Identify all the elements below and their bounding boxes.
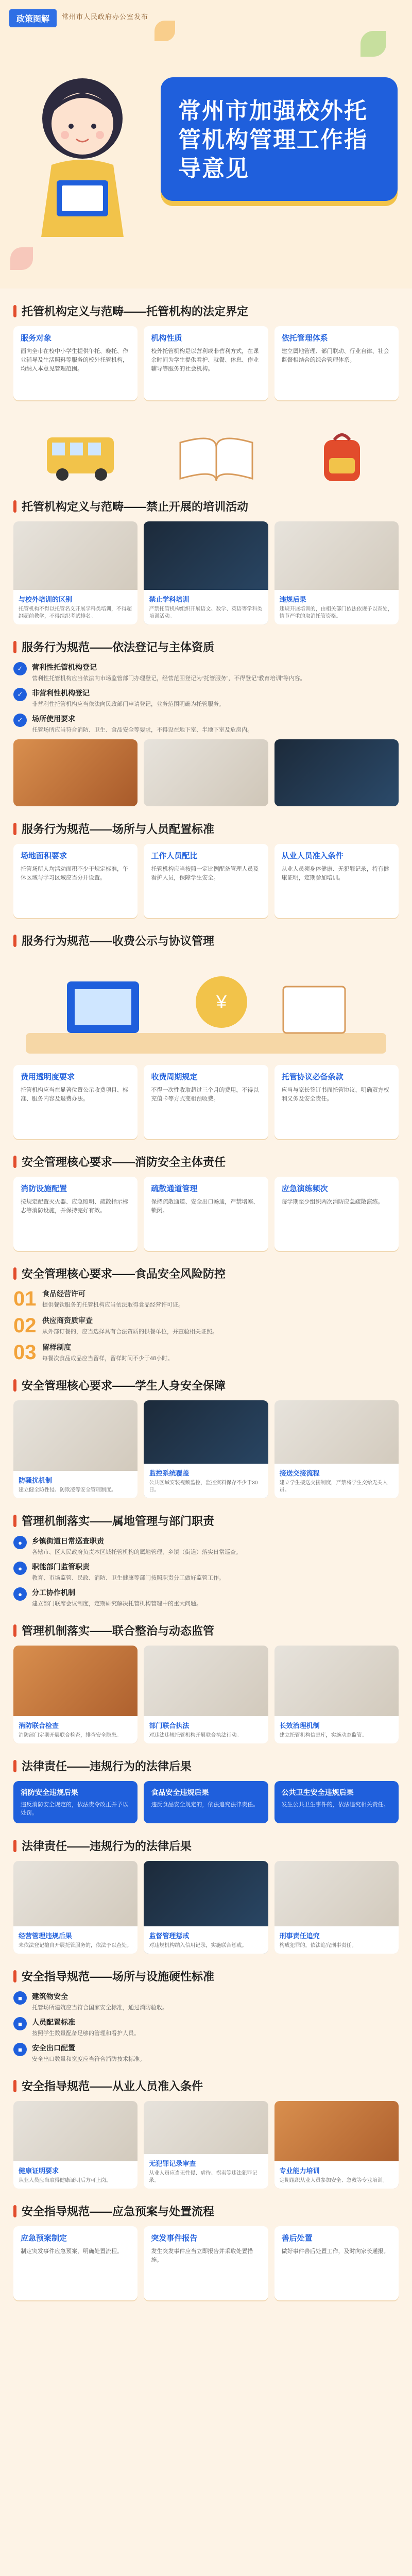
photo-card: [144, 521, 268, 624]
title-bar: [13, 500, 16, 513]
card-text: 做好事件善后处置工作，及时向家长通报。: [281, 2248, 389, 2255]
card-row: [13, 1065, 399, 1139]
section-title: [13, 1838, 399, 1854]
section-facility-standards: [13, 1968, 399, 2063]
item-number: 02: [13, 1314, 37, 1337]
photo-title: 无犯罪记录审查: [149, 2160, 196, 2167]
photo-card: [274, 1861, 399, 1954]
info-card: [274, 844, 399, 918]
photo-text: 严禁托管机构组织开展语文、数学、英语等学科类培训活动。: [149, 606, 263, 619]
photo-text: 对违规机构纳入信用记录，实施联合惩戒。: [149, 1943, 247, 1948]
section-heading: 管理机制落实——属地管理与部门职责: [22, 1515, 215, 1528]
card-grid: [13, 1781, 399, 1823]
title-bar: [13, 305, 16, 317]
item-title: 乡镇街道日常巡查职责: [32, 1537, 104, 1545]
item-text: 托管场所应当符合消防、卫生、食品安全等要求，不得设在地下室、半地下室及危房内。: [32, 727, 253, 733]
card-text: 发生突发事件应当立即报告并采取处置措施。: [151, 2248, 253, 2263]
box-text: 发生公共卫生事件的，依法追究相关责任。: [281, 1802, 389, 1808]
open-book-icon: [175, 427, 258, 484]
school-bus-icon: [42, 427, 119, 484]
card-row: [13, 326, 399, 400]
photo-text: 建立健全防性侵、防欺凌等安全管理制度。: [19, 1487, 116, 1493]
card-title: 费用透明度要求: [21, 1073, 75, 1081]
photo-card: [274, 1646, 399, 1743]
photo-text: 消防部门定期开展联合检查，排查安全隐患。: [19, 1733, 122, 1738]
item-title: 职能部门监管职责: [32, 1563, 90, 1571]
info-card: [144, 1065, 268, 1139]
section-title: [13, 1265, 399, 1281]
info-card: [13, 2226, 138, 2300]
list-item: [13, 2017, 399, 2038]
item-title: 场所使用要求: [32, 715, 75, 723]
photo-card: [13, 521, 138, 624]
card-title: 应急预案制定: [21, 2234, 67, 2243]
card-text: 面向全市在校中小学生提供午托、晚托、作业辅导及生活照料等服务的校外托管机构，均纳入本意见管理范围。: [21, 348, 128, 372]
box-title: 消防安全违规后果: [21, 1788, 78, 1797]
photo-card: [144, 2101, 268, 2189]
item-title: 供应商资质审查: [42, 1316, 93, 1325]
title-bar: [13, 1760, 16, 1772]
list-item: [13, 2043, 399, 2063]
list-item: [13, 1562, 399, 1582]
hero-banner: [0, 0, 412, 289]
building-image: [13, 739, 138, 806]
item-title: 留样制度: [42, 1343, 71, 1351]
photo-card: [144, 1646, 268, 1743]
card-title: 从业人员准入条件: [281, 852, 344, 860]
section-heading: 安全管理核心要求——消防安全主体责任: [22, 1156, 226, 1168]
policy-ribbon: 政策图解: [9, 9, 57, 27]
photo-title: 接送交接流程: [279, 1469, 320, 1477]
section-staff-qualification: [13, 2078, 399, 2189]
numbered-item: [13, 1289, 399, 1309]
card-text: 托管机构应当在显著位置公示收费项目、标准、服务内容及退费办法。: [21, 1087, 128, 1102]
liability-box: [274, 1781, 399, 1823]
item-text: 非营利性托管机构应当依法向民政部门申请登记，业务范围明确为托管服务。: [32, 701, 225, 707]
photo-text: 建立托管机构信息库，实施动态监管。: [279, 1733, 367, 1738]
section-fire-safety: [13, 1154, 399, 1251]
photo-text: 对违法违规托管机构开展联合执法行动。: [149, 1733, 242, 1738]
building-image: [144, 739, 268, 806]
liability-box: [144, 1781, 268, 1823]
photo-title: 禁止学科培训: [149, 596, 190, 603]
photo-card: [274, 521, 399, 624]
section-joint-enforcement: [13, 1622, 399, 1743]
section-title: [13, 1968, 399, 1984]
section-legal-liability-2: [13, 1838, 399, 1954]
numbered-item: [13, 1315, 399, 1336]
list-item: [13, 714, 399, 734]
item-text: 每餐次食品成品应当留样，留样时间不少于48小时。: [42, 1355, 174, 1362]
card-title: 突发事件报告: [151, 2234, 198, 2243]
item-text: 安全出口数量和宽度应当符合消防技术标准。: [32, 2056, 145, 2062]
title-bar: [13, 935, 16, 947]
item-number: 03: [13, 1341, 37, 1364]
student-girl-illustration: [21, 62, 144, 237]
title-bar: [13, 1624, 16, 1637]
info-card: [13, 1177, 138, 1251]
section-definition: [13, 303, 399, 484]
photo-caption: [274, 1464, 399, 1498]
title-bar: [13, 1267, 16, 1280]
leaf-decoration: [10, 247, 33, 270]
photo-text: 从业人员应当无性侵、虐待、拐卖等违法犯罪记录。: [149, 2171, 258, 2183]
info-card: [13, 1065, 138, 1139]
photo-caption: [274, 590, 399, 624]
section-legal-liability-1: [13, 1758, 399, 1823]
section-heading: 服务行为规范——场所与人员配置标准: [22, 823, 215, 836]
photo-row: [13, 1646, 399, 1743]
section-student-safety: [13, 1377, 399, 1498]
card-text: 托管机构应当按照一定比例配备管理人员及看护人员，保障学生安全。: [151, 866, 259, 881]
list-item: [13, 662, 399, 683]
photo-row: [13, 2101, 399, 2189]
restaurant-image: [274, 739, 399, 806]
photo-caption: [13, 1471, 138, 1498]
section-emergency: [13, 2203, 399, 2300]
card-text: 从业人员须身体健康、无犯罪记录，持有健康证明，定期参加培训。: [281, 866, 389, 881]
photo-caption: [13, 1716, 138, 1743]
photo-title: 监督管理惩戒: [149, 1932, 190, 1940]
photo-row: [13, 1400, 399, 1498]
card-title: 消防设施配置: [21, 1184, 67, 1193]
card-title: 场地面积要求: [21, 852, 67, 860]
item-title: 安全出口配置: [32, 2044, 75, 2052]
card-title: 服务对象: [21, 334, 52, 343]
photo-title: 消防联合检查: [19, 1722, 59, 1730]
exit-icon: ■: [13, 2043, 27, 2056]
card-row: [13, 1177, 399, 1251]
box-text: 违反消防安全规定的，依法责令改正并予以处罚。: [21, 1802, 128, 1816]
card-title: 工作人员配比: [151, 852, 198, 860]
title-bar: [13, 1840, 16, 1852]
svg-text:¥: ¥: [216, 991, 227, 1012]
info-card: [13, 326, 138, 400]
photo-title: 与校外培训的区别: [19, 596, 73, 603]
photo-title: 刑事责任追究: [279, 1932, 320, 1940]
box-text: 违反食品安全规定的，依法追究法律责任。: [151, 1802, 259, 1808]
section-heading: 法律责任——违规行为的法律后果: [22, 1840, 192, 1853]
photo-title: 防骚扰机制: [19, 1477, 53, 1484]
pin-icon: ●: [13, 1536, 27, 1549]
photo-caption: [274, 2161, 399, 2189]
pin-icon: ●: [13, 1562, 27, 1575]
photo-card: [13, 2101, 138, 2189]
info-card: [144, 844, 268, 918]
photo-text: 定期组织从业人员参加安全、急救等专业培训。: [279, 2178, 388, 2183]
photo-title: 专业能力培训: [279, 2167, 320, 2175]
section-title: [13, 303, 399, 319]
card-text: 校外托管机构是以营利或非营利方式，在课余时间为学生提供看护、就餐、休息、作业辅导等服务的社会机构。: [151, 348, 259, 372]
photo-caption: [144, 590, 268, 624]
card-text: 应当与家长签订书面托管协议，明确双方权利义务及安全责任。: [281, 1087, 389, 1102]
section-heading: 安全管理核心要求——学生人身安全保障: [22, 1379, 226, 1392]
section-staffing: [13, 821, 399, 918]
photo-row: [13, 521, 399, 624]
section-heading: 托管机构定义与范畴——禁止开展的培训活动: [22, 500, 249, 513]
photo-text: 建立学生接送交接制度，严禁将学生交给无关人员。: [279, 1480, 388, 1493]
section-title: [13, 1513, 399, 1529]
section-heading: 安全指导规范——从业人员准入条件: [22, 2080, 203, 2093]
photo-caption: [13, 1926, 138, 1954]
title-bar: [13, 641, 16, 653]
photo-title: 经营管理违规后果: [19, 1932, 73, 1940]
backpack-icon: [314, 427, 370, 484]
title-bar: [13, 1515, 16, 1527]
card-title: 收费周期规定: [151, 1073, 198, 1081]
section-heading: 服务行为规范——收费公示与协议管理: [22, 935, 215, 947]
section-local-management: [13, 1513, 399, 1608]
item-number: 01: [13, 1287, 37, 1310]
pin-icon: ●: [13, 1587, 27, 1601]
photo-caption: [144, 2154, 268, 2189]
photo-text: 违规开展培训的，由相关部门依法依规予以查处，情节严重的取消托管资格。: [279, 606, 393, 619]
photo-caption: [144, 1716, 268, 1743]
card-text: 制定突发事件应急预案，明确处置流程。: [21, 2248, 123, 2255]
card-title: 托管协议必备条款: [281, 1073, 344, 1081]
section-heading: 托管机构定义与范畴——托管机构的法定界定: [22, 305, 249, 318]
photo-text: 公共区域安装视频监控，监控资料保存不少于30日。: [149, 1480, 258, 1493]
photo-title: 监控系统覆盖: [149, 1469, 190, 1477]
item-title: 食品经营许可: [42, 1290, 85, 1298]
section-title: [13, 1377, 399, 1393]
item-text: 各辖市、区人民政府负责本区域托管机构的属地管理，乡镇（街道）落实日常巡查。: [32, 1549, 242, 1555]
item-text: 托管场所建筑应当符合国家安全标准，通过消防验收。: [32, 2005, 168, 2011]
section-heading: 法律责任——违规行为的法律后果: [22, 1760, 192, 1773]
card-text: 建立属地管理、部门联动、行业自律、社会监督相结合的综合管理体系。: [281, 348, 389, 363]
item-title: 人员配置标准: [32, 2018, 75, 2026]
section-title: [13, 2078, 399, 2094]
card-text: 不得一次性收取超过三个月的费用，不得以充值卡等方式变相预收费。: [151, 1087, 259, 1102]
card-title: 善后处置: [281, 2234, 313, 2243]
photo-card: [13, 1646, 138, 1743]
title-bar: [13, 2205, 16, 2217]
liability-box: [13, 1781, 138, 1823]
item-title: 分工协作机制: [32, 1588, 75, 1597]
info-card: [274, 2226, 399, 2300]
photo-title: 健康证明要求: [19, 2167, 59, 2175]
card-text: 托管场所人均活动面积不少于规定标准，午休区域与学习区域应当分开设置。: [21, 866, 128, 881]
photo-title: 部门联合执法: [149, 1722, 190, 1730]
photo-card: [144, 1400, 268, 1498]
card-text: 按规定配置灭火器、应急照明、疏散指示标志等消防设施，并保持完好有效。: [21, 1199, 128, 1214]
photo-title: 长效治理机制: [279, 1722, 320, 1730]
list-item: [13, 688, 399, 708]
title-card: [161, 77, 398, 201]
school-items-illustration: [13, 406, 399, 484]
photo-caption: [13, 590, 138, 624]
photo-caption: [144, 1926, 268, 1954]
title-bar: [13, 1970, 16, 1982]
card-title: 疏散通道管理: [151, 1184, 198, 1193]
photo-caption: [13, 2161, 138, 2189]
section-registration: [13, 639, 399, 806]
list-item: [13, 1587, 399, 1608]
section-banned-training: [13, 498, 399, 624]
section-heading: 管理机制落实——联合整治与动态监管: [22, 1624, 215, 1637]
title-bar: [13, 1379, 16, 1392]
photo-text: 构成犯罪的，依法追究刑事责任。: [279, 1943, 357, 1948]
check-icon: ✓: [13, 688, 27, 701]
box-title: 食品安全违规后果: [151, 1788, 209, 1797]
info-card: [144, 1177, 268, 1251]
item-text: 从外部订餐的，应当选择具有合法资质的供餐单位，并查验相关证照。: [42, 1329, 218, 1335]
photo-caption: [274, 1716, 399, 1743]
card-text: 每学期至少组织两次消防应急疏散演练。: [281, 1199, 384, 1205]
building-icon: ■: [13, 1991, 27, 2005]
item-text: 提供餐饮服务的托管机构应当依法取得食品经营许可证。: [42, 1302, 184, 1308]
issuing-org: 常州市人民政府办公室发布: [62, 13, 149, 21]
photo-text: 从业人员应当取得健康证明后方可上岗。: [19, 2178, 111, 2183]
people-icon: ■: [13, 2017, 27, 2030]
section-fees: [13, 933, 399, 1139]
fees-desk-illustration: [26, 961, 386, 1059]
item-title: 非营利性机构登记: [32, 689, 90, 697]
check-icon: ✓: [13, 714, 27, 727]
page-title: 常州市加强校外托管机构管理工作指导意见: [178, 98, 368, 181]
leaf-decoration: [154, 21, 175, 41]
photo-caption: [144, 1464, 268, 1498]
section-heading: 安全指导规范——场所与设施硬性标准: [22, 1970, 215, 1983]
title-bar: [13, 823, 16, 835]
section-title: [13, 639, 399, 655]
leaf-decoration: [360, 31, 386, 57]
section-title: [13, 933, 399, 948]
card-title: 依托管理体系: [281, 334, 328, 343]
section-title: [13, 2203, 399, 2219]
card-row: [13, 844, 399, 918]
info-card: [13, 844, 138, 918]
info-card: [144, 326, 268, 400]
section-food-safety: [13, 1265, 399, 1363]
section-title: [13, 1622, 399, 1638]
item-text: 营利性托管机构应当依法向市场监管部门办理登记，经营范围登记为“托管服务”，不得登记“教育培训”等内容。: [32, 675, 306, 682]
photo-card: [274, 2101, 399, 2189]
photo-card: [274, 1400, 399, 1498]
numbered-item: [13, 1342, 399, 1363]
section-title: [13, 498, 399, 514]
list-item: [13, 1991, 399, 2012]
section-heading: 安全指导规范——应急预案与处置流程: [22, 2205, 215, 2218]
info-card: [144, 2226, 268, 2300]
info-card: [274, 1065, 399, 1139]
photo-row: [13, 1861, 399, 1954]
section-title: [13, 1758, 399, 1774]
card-row: [13, 2226, 399, 2300]
info-card: [274, 1177, 399, 1251]
item-text: 建立部门联席会议制度，定期研究解决托管机构管理中的重大问题。: [32, 1601, 202, 1607]
title-bar: [13, 1156, 16, 1168]
info-card: [274, 326, 399, 400]
fees-illustration: [13, 956, 399, 1059]
item-title: 建筑物安全: [32, 1992, 68, 2001]
title-bar: [13, 2080, 16, 2092]
list-item: [13, 1536, 399, 1556]
section-heading: 服务行为规范——依法登记与主体资质: [22, 641, 215, 654]
card-title: 机构性质: [151, 334, 182, 343]
box-title: 公共卫生安全违规后果: [281, 1788, 354, 1797]
item-title: 营利性托管机构登记: [32, 663, 97, 671]
photo-card: [144, 1861, 268, 1954]
item-text: 按照学生数量配备足够的管理和看护人员。: [32, 2030, 140, 2037]
section-title: [13, 1154, 399, 1170]
section-heading: 安全管理核心要求——食品安全风险防控: [22, 1267, 226, 1280]
photo-text: 托管机构不得以托管名义开展学科类培训，不得超纲超前教学，不得组织考试排名。: [19, 606, 132, 619]
card-title: 应急演练频次: [281, 1184, 328, 1193]
card-text: 保持疏散通道、安全出口畅通，严禁堵塞、锁闭。: [151, 1199, 259, 1214]
item-text: 教育、市场监管、民政、消防、卫生健康等部门按照职责分工做好监管工作。: [32, 1575, 225, 1581]
photo-card: [13, 1400, 138, 1498]
photo-title: 违规后果: [279, 596, 306, 603]
section-title: [13, 821, 399, 837]
photo-card: [13, 1861, 138, 1954]
building-illustration-row: [13, 739, 399, 806]
check-icon: ✓: [13, 662, 27, 675]
photo-text: 未依法登记擅自开展托管服务的，依法予以查处。: [19, 1943, 132, 1948]
photo-caption: [274, 1926, 399, 1954]
